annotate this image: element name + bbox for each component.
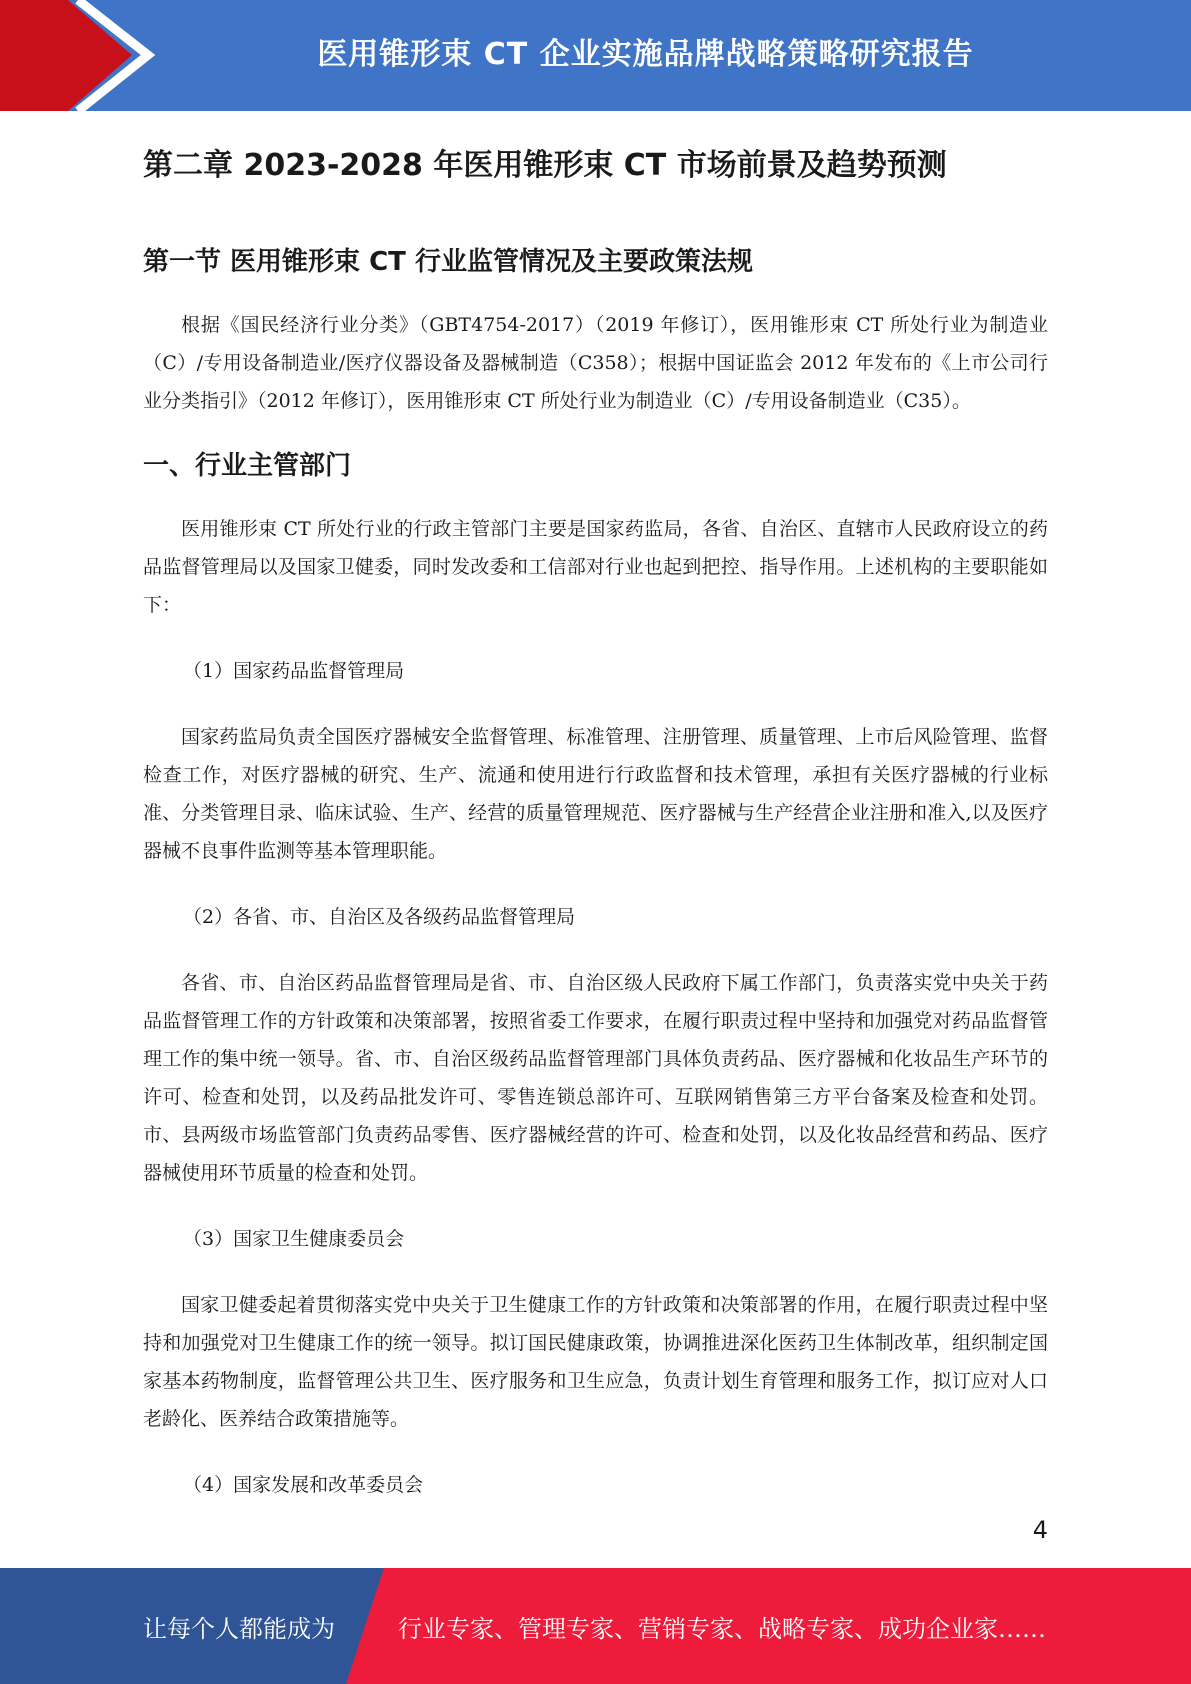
footer-slogan-left: 让每个人都能成为 [143,1614,335,1643]
chapter-title: 第二章 2023-2028 年医用锥形束 CT 市场前景及趋势预测 [143,148,947,183]
section-title: 第一节 医用锥形束 CT 行业监管情况及主要政策法规 [143,247,753,277]
item-title: （3）国家卫生健康委员会 [183,1228,405,1250]
footer-slogan-right: 行业专家、管理专家、营销专家、战略专家、成功企业家…… [398,1614,1046,1643]
overview-paragraph: 医用锥形束 CT 所处行业的行政主管部门主要是国家药监局，各省、自治区、直辖市人民政府设立的药品监督管理局以及国家卫健委，同时发改委和工信部对行业也起到把控、指导作用。上述机构的主要职能如下： [143,518,1048,616]
item-body: 国家卫健委起着贯彻落实党中央关于卫生健康工作的方针政策和决策部署的作用，在履行职责过程中坚持和加强党对卫生健康工作的统一领导。拟订国民健康政策，协调推进深化医药卫生体制改革，组织制定国家基本药物制度，监督管理公共卫生、医疗服务和卫生应急，负责计划生育管理和服务工作，拟订应对人口老龄化、医养结合政策措施等。 [143,1294,1048,1430]
item-title: （4）国家发展和改革委员会 [183,1474,424,1496]
intro-paragraph: 根据《国民经济行业分类》（GBT4754-2017）（2019 年修订），医用锥形束 CT 所处行业为制造业（C）/专用设备制造业/医疗仪器设备及器械制造（C358）；根据中国证监会 2012 年发布的《上市公司行业分类指引》（2012 年修订），医用锥形束 CT 所处行业为制造业（C）/专用设备制造业（C35）。 [143,314,1049,412]
page-number: 4 [1032,1516,1048,1544]
document-body [143,130,1048,1504]
item-body: 各省、市、自治区药品监督管理局是省、市、自治区级人民政府下属工作部门，负责落实党中央关于药品监督管理工作的方针政策和决策部署，按照省委工作要求，在履行职责过程中坚持和加强党对药品监督管理工作的集中统一领导。省、市、自治区级药品监督管理部门具体负责药品、医疗器械和化妆品生产环节的许可、检查和处罚，以及药品批发许可、零售连锁总部许可、互联网销售第三方平台备案及检查和处罚。市、县两级市场监管部门负责药品零售、医疗器械经营的许可、检查和处罚，以及化妆品经营和药品、医疗器械使用环节质量的检查和处罚。 [143,972,1048,1184]
item-title: （2）各省、市、自治区及各级药品监督管理局 [183,906,576,928]
footer-banner [0,1568,1191,1684]
report-title: 医用锥形束 CT 企业实施品牌战略策略研究报告 [317,36,974,72]
item-body: 国家药监局负责全国医疗器械安全监督管理、标准管理、注册管理、质量管理、上市后风险管理、监督检查工作，对医疗器械的研究、生产、流通和使用进行行政监督和技术管理，承担有关医疗器械的行业标准、分类管理目录、临床试验、生产、经营的质量管理规范、医疗器械与生产经营企业注册和准入,以及医疗器械不良事件监测等基本管理职能。 [143,726,1048,862]
item-title: （1）国家药品监督管理局 [183,660,405,682]
subheading: 一、行业主管部门 [143,451,352,481]
header-banner [0,0,1191,111]
header-arrow-icon [0,0,160,111]
